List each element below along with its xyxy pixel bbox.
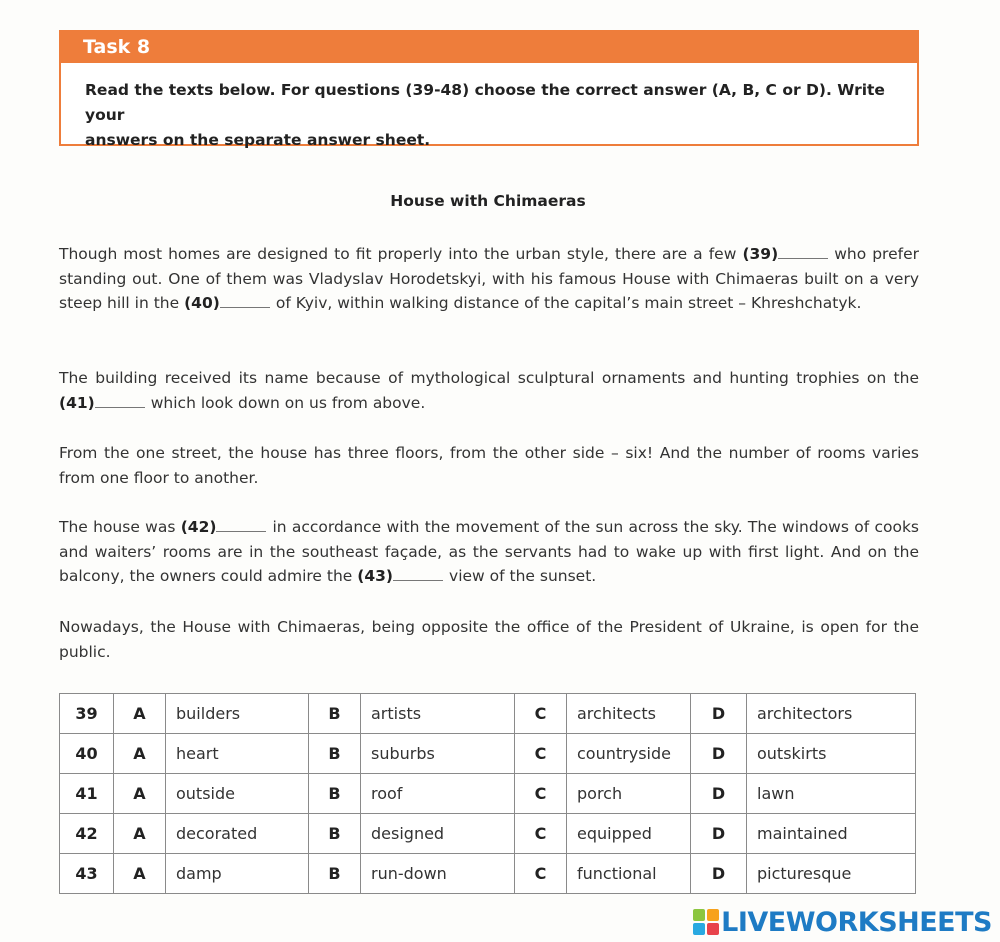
gap-39-blank bbox=[778, 246, 828, 259]
task-header: Task 8 bbox=[61, 32, 917, 63]
question-number: 39 bbox=[60, 694, 114, 734]
option-b: designed bbox=[361, 814, 515, 854]
option-d: picturesque bbox=[747, 854, 916, 894]
option-letter-c: C bbox=[515, 734, 567, 774]
option-b: run-down bbox=[361, 854, 515, 894]
p1-text-a: Though most homes are designed to fit properly into the urban style, there are a few bbox=[59, 245, 743, 263]
p1-text-b: who prefer standing out. One of them was Vladyslav Horodetskyi, with his famous House with Chimaeras built on a very steep hill in the bbox=[59, 245, 919, 312]
option-d: maintained bbox=[747, 814, 916, 854]
option-d: architectors bbox=[747, 694, 916, 734]
article-title: House with Chimaeras bbox=[390, 192, 586, 210]
p4-text-c: view of the sunset. bbox=[449, 567, 597, 585]
option-letter-d: D bbox=[691, 734, 747, 774]
instructions-line-2: answers on the separate answer sheet. bbox=[85, 131, 431, 149]
gap-42-label: (42) bbox=[180, 518, 217, 536]
question-number: 42 bbox=[60, 814, 114, 854]
option-letter-d: D bbox=[691, 814, 747, 854]
option-letter-b: B bbox=[309, 814, 361, 854]
table-row bbox=[60, 774, 916, 814]
task-box bbox=[59, 30, 919, 149]
option-letter-c: C bbox=[515, 854, 567, 894]
paragraph-3: From the one street, the house has three floors, from the other side – six! And the number of rooms varies from one floor to another. bbox=[59, 444, 919, 487]
option-letter-a: A bbox=[114, 694, 166, 734]
option-letter-a: A bbox=[114, 734, 166, 774]
option-b: artists bbox=[361, 694, 515, 734]
option-b: roof bbox=[361, 774, 515, 814]
option-a: damp bbox=[166, 854, 309, 894]
option-letter-c: C bbox=[515, 694, 567, 734]
option-letter-b: B bbox=[309, 854, 361, 894]
option-d: outskirts bbox=[747, 734, 916, 774]
option-letter-b: B bbox=[309, 734, 361, 774]
answers-table bbox=[59, 693, 916, 894]
option-c: porch bbox=[567, 774, 691, 814]
gap-41-blank bbox=[95, 395, 145, 408]
paragraph-1 bbox=[59, 242, 919, 316]
option-d: lawn bbox=[747, 774, 916, 814]
table-row bbox=[60, 734, 916, 774]
option-letter-b: B bbox=[309, 774, 361, 814]
p4-text-b: in accordance with the movement of the sun across the sky. The windows of cooks and waiters’ rooms are in the southeast façade, as the servants had to wake up with first light. And on the balcony, the owners could admire the bbox=[59, 518, 919, 585]
option-letter-a: A bbox=[114, 774, 166, 814]
p4-text-a: The house was bbox=[59, 518, 181, 536]
gap-40-label: (40) bbox=[184, 294, 220, 312]
p2-text-a: The building received its name because of mythological sculptural ornaments and hunting trophies on the bbox=[59, 369, 919, 387]
gap-42-blank bbox=[216, 519, 266, 532]
option-c: equipped bbox=[567, 814, 691, 854]
option-letter-c: C bbox=[515, 814, 567, 854]
option-c: countryside bbox=[567, 734, 691, 774]
option-letter-d: D bbox=[691, 854, 747, 894]
p2-text-b: which look down on us from above. bbox=[150, 393, 426, 412]
table-row bbox=[60, 854, 916, 894]
option-letter-b: B bbox=[309, 694, 361, 734]
option-letter-d: D bbox=[691, 694, 747, 734]
option-a: decorated bbox=[166, 814, 309, 854]
option-c: architects bbox=[567, 694, 691, 734]
option-a: heart bbox=[166, 734, 309, 774]
option-a: builders bbox=[166, 694, 309, 734]
task-instructions bbox=[61, 63, 917, 153]
p1-text-c: of Kyiv, within walking distance of the capital’s main street – Khreshchatyk. bbox=[275, 294, 862, 312]
paragraph-4 bbox=[59, 515, 919, 589]
table-row bbox=[60, 814, 916, 854]
liveworksheets-logo bbox=[693, 907, 992, 937]
gap-40-blank bbox=[220, 295, 270, 308]
option-c: functional bbox=[567, 854, 691, 894]
option-b: suburbs bbox=[361, 734, 515, 774]
gap-43-blank bbox=[393, 568, 443, 581]
question-number: 41 bbox=[60, 774, 114, 814]
gap-39-label: (39) bbox=[742, 245, 779, 263]
gap-43-label: (43) bbox=[357, 567, 394, 585]
table-row bbox=[60, 694, 916, 734]
option-letter-a: A bbox=[114, 854, 166, 894]
gap-41-label: (41) bbox=[59, 393, 95, 412]
paragraph-5: Nowadays, the House with Chimaeras, being opposite the office of the President of Ukraine, is open for the public. bbox=[59, 618, 919, 661]
option-letter-a: A bbox=[114, 814, 166, 854]
question-number: 40 bbox=[60, 734, 114, 774]
liveworksheets-logo-text: LIVEWORKSHEETS bbox=[721, 906, 992, 938]
liveworksheets-logo-icon bbox=[693, 909, 719, 935]
instructions-line-1: Read the texts below. For questions (39-48) choose the correct answer (A, B, C or D). Write your bbox=[85, 81, 885, 124]
option-letter-c: C bbox=[515, 774, 567, 814]
paragraph-2 bbox=[59, 366, 919, 415]
option-a: outside bbox=[166, 774, 309, 814]
option-letter-d: D bbox=[691, 774, 747, 814]
question-number: 43 bbox=[60, 854, 114, 894]
